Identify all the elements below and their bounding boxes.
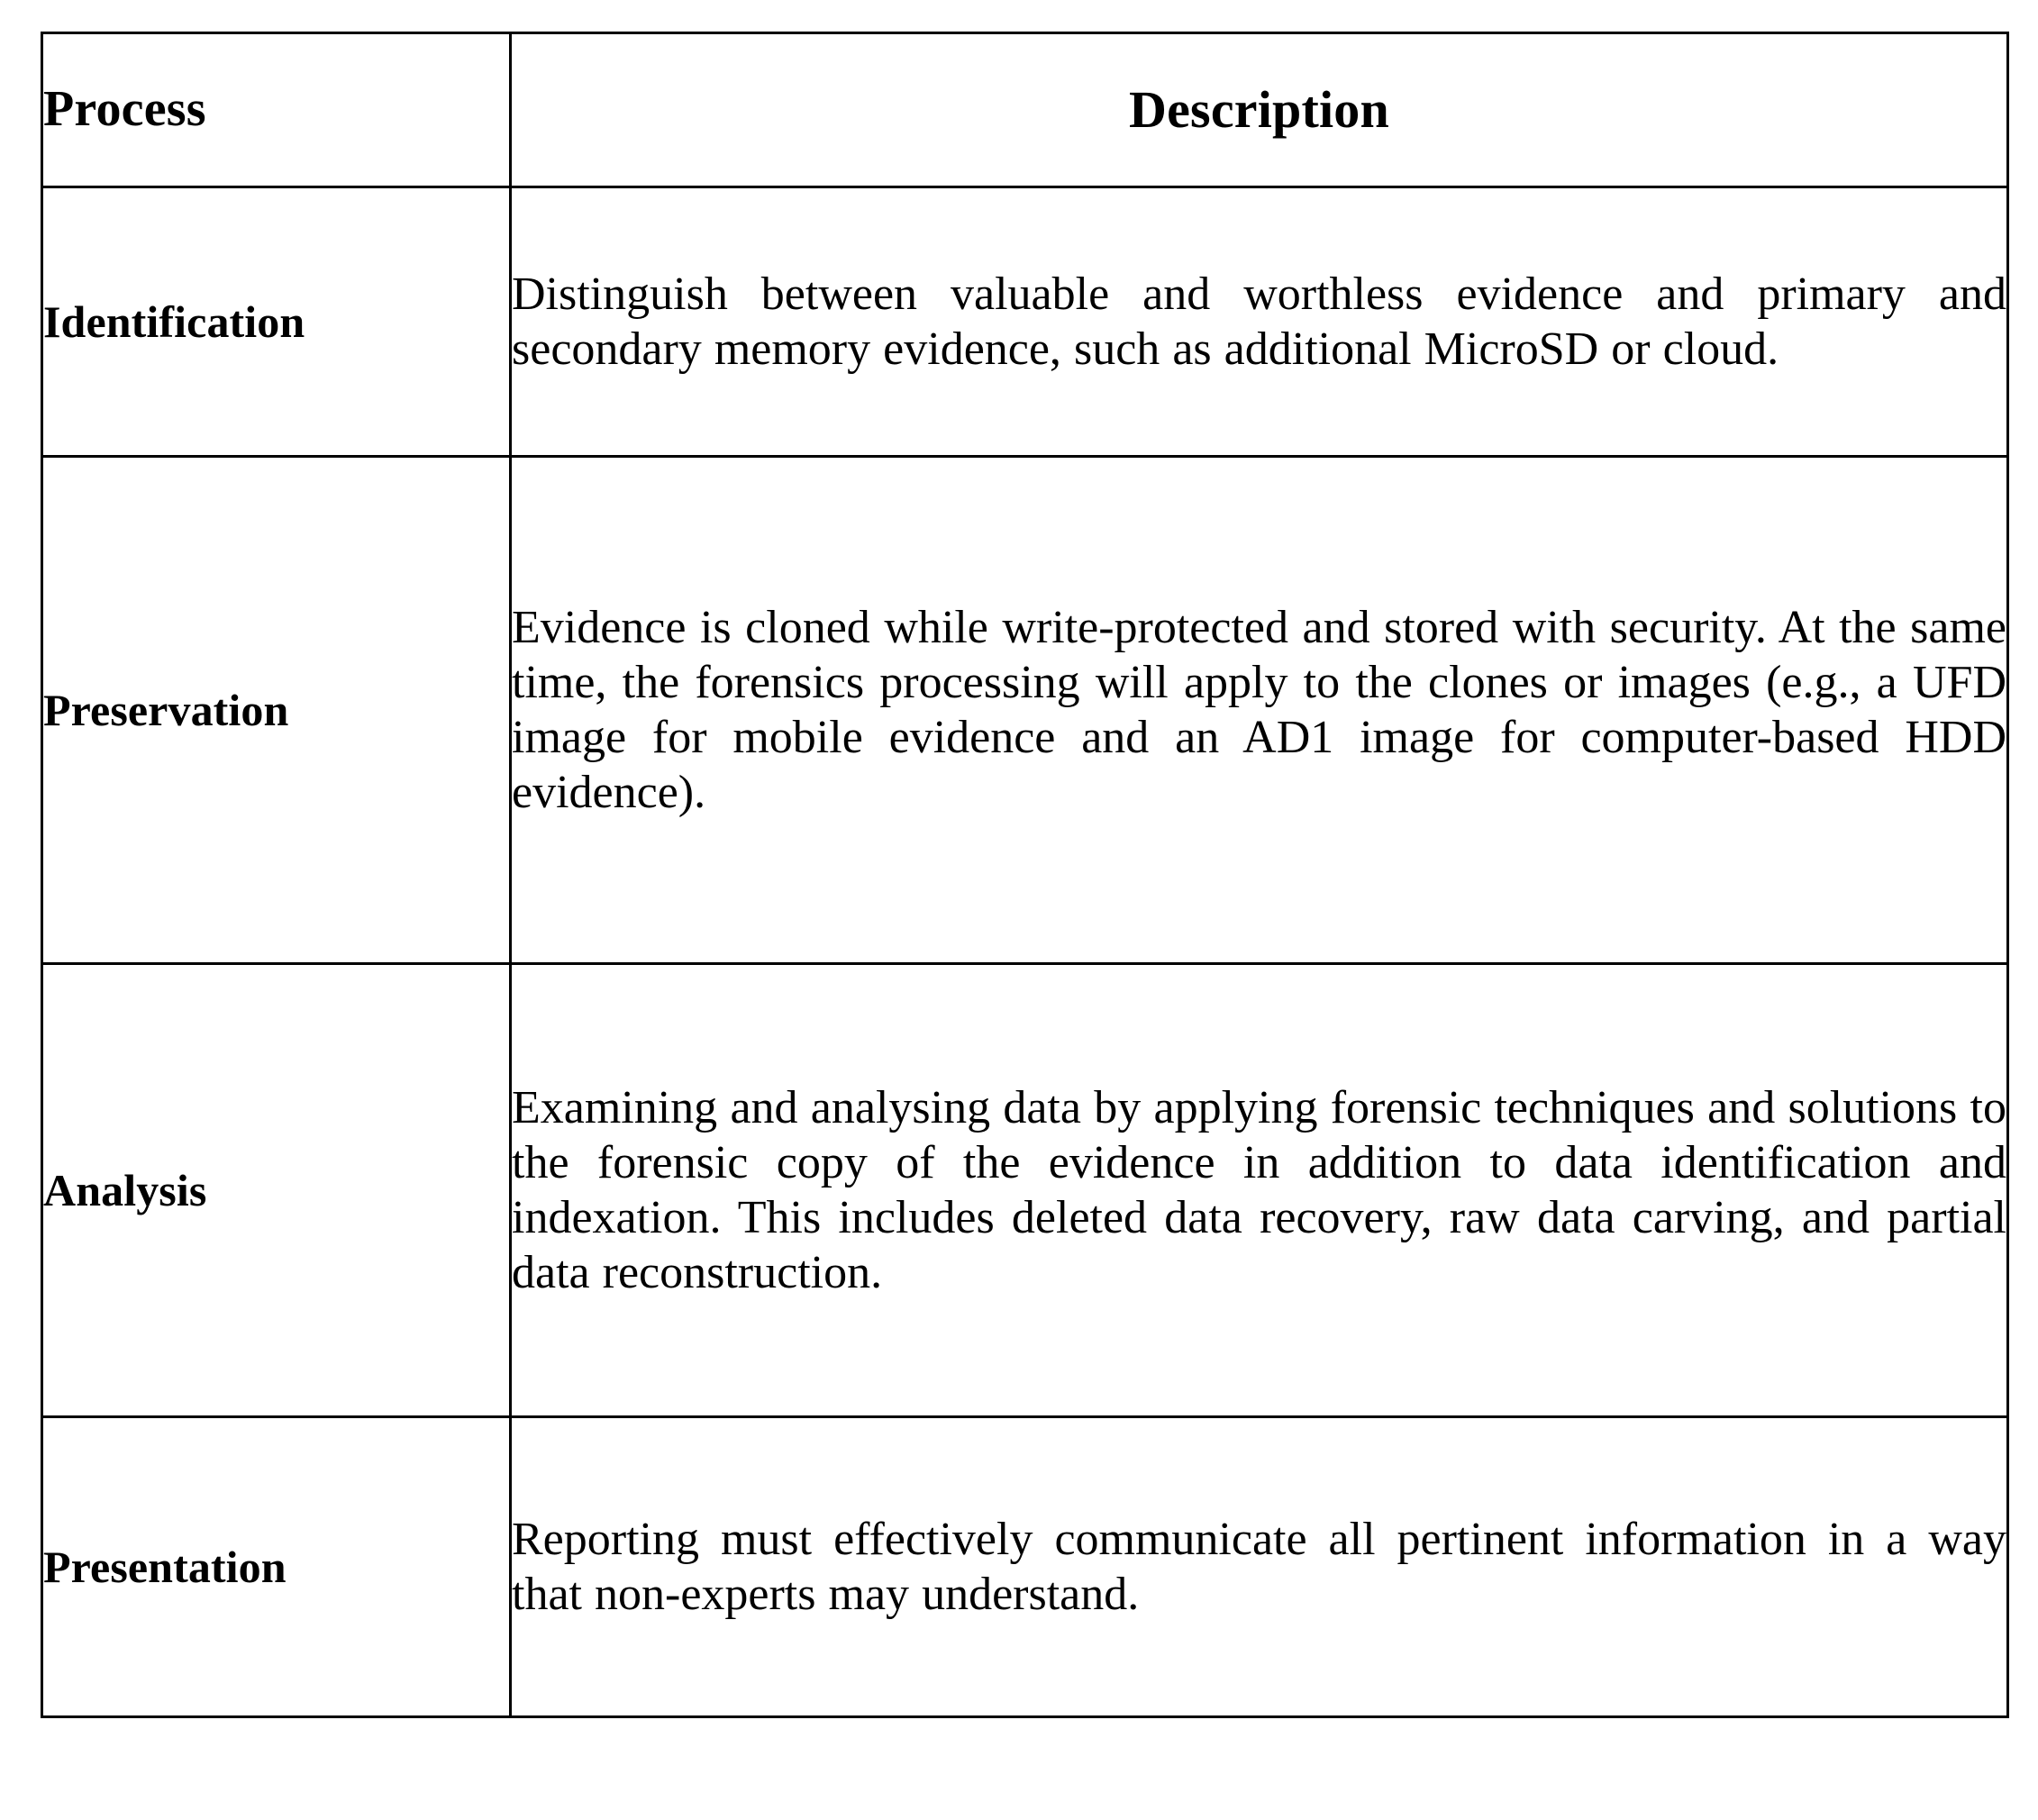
process-name-analysis: Analysis [42,964,511,1417]
forensic-process-table [41,32,2009,1718]
table-row [42,457,2008,964]
table-row [42,187,2008,457]
forensic-process-table-wrapper [41,32,2006,1718]
table-header [42,33,2008,187]
process-name-identification: Identification [42,187,511,457]
process-description-identification: Distinguish between valuable and worthless evidence and primary and secondary memory evidence, such as additional MicroSD or cloud. [511,187,2008,457]
process-name-preservation: Preservation [42,457,511,964]
process-description-analysis: Examining and analysing data by applying forensic techniques and solutions to the forensic copy of the evidence in addition to data identification and indexation. This includes deleted data recovery, raw data carving, and partial data reconstruction. [511,964,2008,1417]
column-header-description: Description [511,33,2008,187]
table-row [42,964,2008,1417]
column-header-process: Process [42,33,511,187]
process-name-presentation: Presentation [42,1417,511,1717]
process-description-presentation: Reporting must effectively communicate all pertinent information in a way that non-experts may understand. [511,1417,2008,1717]
table-row [42,1417,2008,1717]
table-header-row [42,33,2008,187]
process-description-preservation: Evidence is cloned while write-protected and stored with security. At the same time, the forensics processing will apply to the clones or images (e.g., a UFD image for mobile evidence and an AD1 image for computer-based HDD evidence). [511,457,2008,964]
table-body [42,187,2008,1717]
